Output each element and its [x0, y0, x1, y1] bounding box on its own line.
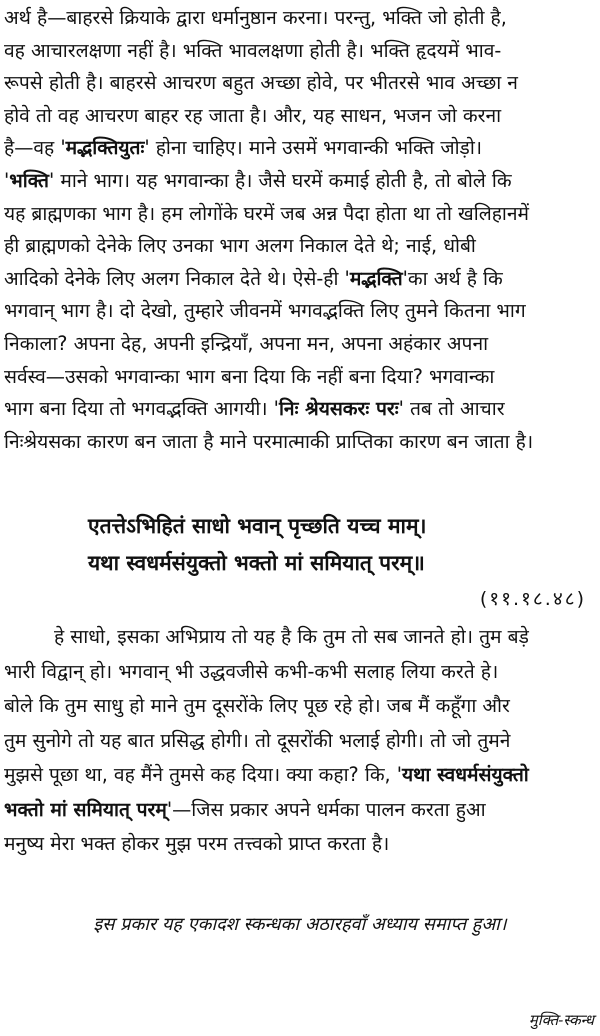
- text-run: ': [4, 168, 10, 192]
- text-line: [4, 132, 596, 165]
- text-run: बोले कि तुम साधु हो माने तुम दूसरोंके लिए पूछ रहे हो। जब मैं कहूँगा और: [4, 694, 510, 717]
- verse-line-1: एतत्तेऽभिहितं साधो भवान् पृच्छति यच्च माम्।: [88, 513, 427, 538]
- text-run: 'का अर्थ है कि: [402, 266, 503, 290]
- text-run: हे साधो, इसका अभिप्राय तो यह है कि तुम तो सब जानते हो। तुम बड़े: [54, 625, 529, 648]
- text-line: [4, 393, 596, 426]
- text-line: [4, 724, 596, 759]
- text-line: [4, 758, 596, 793]
- text-run: होवे तो वह आचरण बाहर रह जाता है। और, यह साधन, भजन जो करना: [4, 103, 502, 127]
- emphasized-quote: निः श्रेयसकरः परः: [278, 397, 399, 421]
- paragraph-commentary: [4, 2, 596, 458]
- text-line: [4, 100, 596, 133]
- text-run: है—वह ': [4, 136, 66, 160]
- emphasized-quote: भक्ति: [9, 168, 49, 192]
- text-run: '—जिस प्रकार अपने धर्मका पालन करता हुआ: [166, 797, 486, 821]
- text-line: [4, 295, 596, 328]
- text-line: [4, 165, 596, 198]
- verse-reference: (११.१८.४८): [479, 588, 586, 610]
- text-run: मुझसे पूछा था, वह मैंने तुमसे कह दिया। क्या कहा? कि, ': [4, 763, 403, 786]
- text-run: भगवान् भाग है। दो देखो, तुम्हारे जीवनमें भगवद्भक्ति लिए तुमने कितना भाग: [4, 299, 526, 323]
- text-line: [4, 793, 596, 828]
- text-run: मनुष्य मेरा भक्त होकर मुझ परम तत्त्वको प्राप्त करता है।: [4, 832, 390, 855]
- text-line: [4, 2, 596, 35]
- text-run: भाग बना दिया तो भगवद्भक्ति आगयी। ': [4, 397, 279, 421]
- text-run: ' होना चाहिए। माने उसमें भगवान्की भक्ति जोड़ो।: [144, 136, 483, 160]
- verse-line-2: यथा स्वधर्मसंयुक्तो भक्तो मां समियात् परम्॥: [88, 550, 425, 575]
- text-run: वह आचारलक्षणा नहीं है। भक्ति भावलक्षणा होती है। भक्ति हृदयमें भाव-: [4, 38, 502, 62]
- text-line: [4, 198, 596, 231]
- text-run: आदिको देनेके लिए अलग निकाल देते थे। ऐसे-ही ': [4, 266, 350, 290]
- text-line: [4, 328, 596, 361]
- emphasized-quote: यथा स्वधर्मसंयुक्तो: [402, 763, 529, 786]
- text-run: सर्वस्व—उसको भगवान्का भाग बना दिया कि नहीं बना दिया? भगवान्का: [4, 364, 495, 388]
- text-line: [4, 230, 596, 263]
- text-line: [4, 620, 596, 655]
- page-footer: मुक्ति-स्कन्ध: [528, 1011, 594, 1029]
- text-run: तुम सुनोगे तो यह बात प्रसिद्ध होगी। तो दूसरोंकी भलाई होगी। तो जो तुमने: [4, 728, 511, 752]
- emphasized-quote: मद्भक्ति: [349, 266, 403, 290]
- text-line: [4, 361, 596, 394]
- emphasized-quote: भक्तो मां समियात् परम्: [4, 797, 167, 821]
- text-run: निकाला? अपना देह, अपनी इन्द्रियाँ, अपना मन, अपना अहंकार अपना: [4, 331, 489, 355]
- text-run: अर्थ है—बाहरसे क्रियाके द्वारा धर्मानुष्ठान करना। परन्तु, भक्ति जो होती है,: [4, 6, 507, 29]
- text-run: निःश्रेयसका कारण बन जाता है माने परमात्माकी प्राप्तिका कारण बन जाता है।: [4, 429, 534, 453]
- chapter-closing-line: इस प्रकार यह एकादश स्कन्धका अठारहवाँ अध्याय समाप्त हुआ।: [93, 914, 507, 935]
- text-run: रूपसे होती है। बाहरसे आचरण बहुत अच्छा होवे, पर भीतरसे भाव अच्छा न: [4, 71, 518, 95]
- paragraph-explanation: [4, 620, 596, 862]
- text-line: [4, 689, 596, 724]
- text-run: ' तब तो आचार: [398, 397, 505, 421]
- emphasized-quote: मद्भक्तियुतः: [65, 136, 145, 160]
- text-run: ' माने भाग। यह भगवान्का है। जैसे घरमें कमाई होती है, तो बोले कि: [48, 168, 512, 192]
- text-line: [4, 827, 596, 862]
- text-line: [4, 655, 596, 690]
- text-line: [4, 263, 596, 296]
- text-line: [4, 35, 596, 68]
- text-line: [4, 426, 596, 459]
- text-line: [4, 67, 596, 100]
- text-run: भारी विद्वान् हो। भगवान् भी उद्धवजीसे कभी-कभी सलाह लिया करते हे।: [4, 659, 499, 683]
- text-run: ही ब्राह्मणको देनेके लिए उनका भाग अलग निकाल देते थे; नाई, धोबी: [4, 234, 476, 258]
- text-run: यह ब्राह्मणका भाग है। हम लोगोंके घरमें जब अन्न पैदा होता था तो खलिहानमें: [4, 201, 530, 225]
